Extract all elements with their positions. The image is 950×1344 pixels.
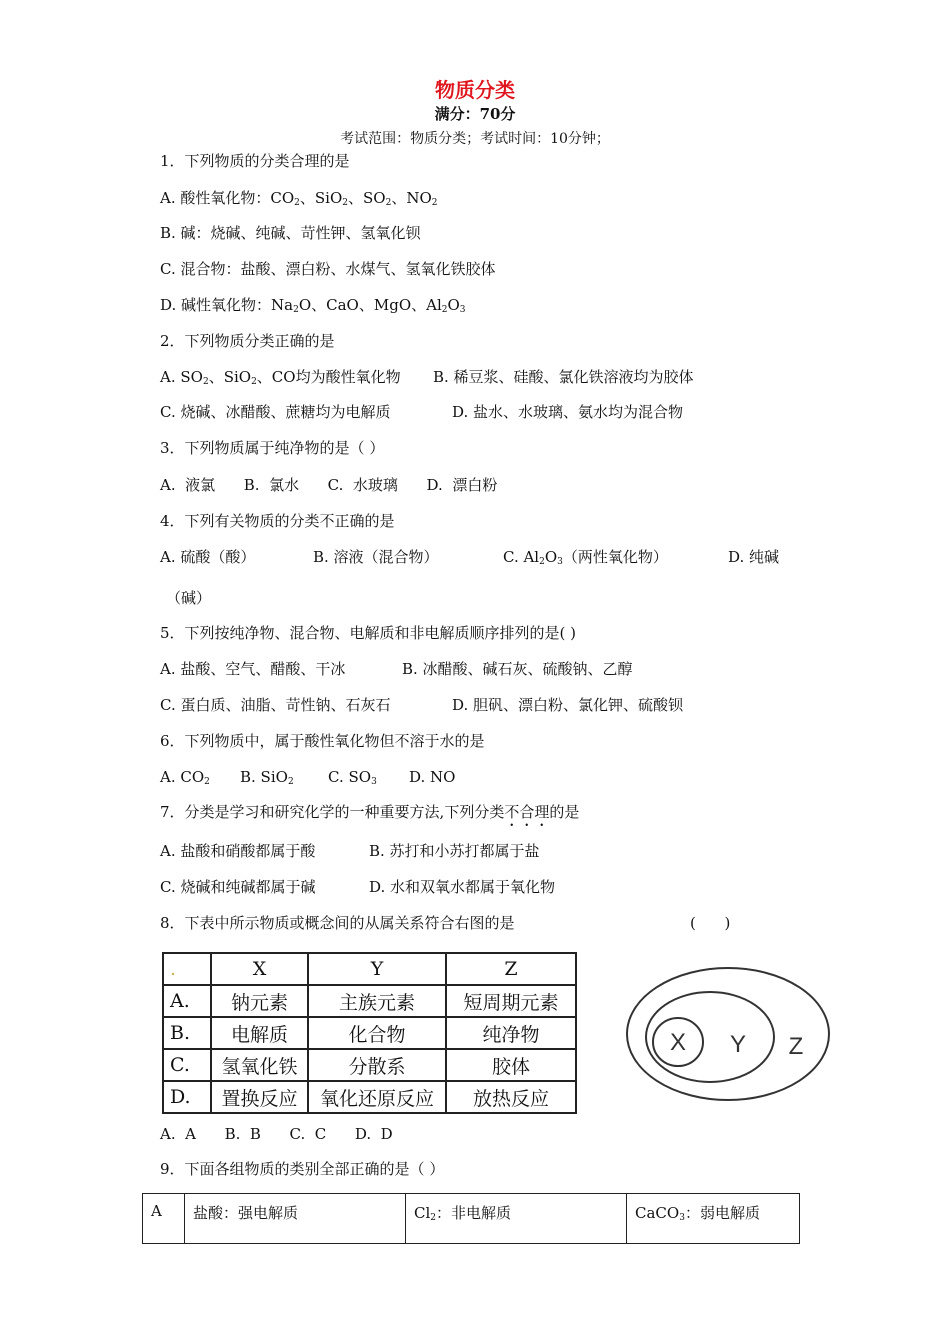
q1-option-c: C. 混合物：盐酸、漂白粉、水煤气、氢氧化铁胶体 [160,260,496,278]
subscript: 3 [679,1213,685,1223]
table-cell: 氢氧化铁 [211,1049,308,1081]
q7-stem-text: 的是 [549,803,580,821]
q5-option-d: D. 胆矾、漂白粉、氯化钾、硫酸钡 [452,696,684,714]
q2-option-c: C. 烧碱、冰醋酸、蔗糖均为电解质 [160,403,391,421]
q8-nested-ellipse-diagram [620,952,850,1117]
q8-stem: 8．下表中所示物质或概念间的从属关系符合右图的是 [160,914,515,932]
table-row [163,1017,576,1049]
ellipse-y [646,992,774,1082]
q6-a-text: A. CO [160,768,205,786]
table-cell: B. [163,1017,211,1049]
subscript: 2 [294,198,300,208]
q7-stem-text: 7．分类是学习和研究化学的一种重要方法,下列分类 [160,803,505,821]
subscript: 2 [287,777,294,787]
q5-option-a: A. 盐酸、空气、醋酸、干冰 [160,660,346,678]
exam-scope-line: 考试范围：物质分类；考试时间：10分钟； [340,131,610,147]
subscript: 3 [371,777,377,787]
table-cell: 胶体 [446,1049,576,1081]
q6-option-a [160,766,210,793]
table-header-cell: . [163,953,211,985]
q9-table [142,1193,800,1244]
table-cell: 钠元素 [211,985,308,1017]
q7-emphasis-text: 不合理 [504,803,550,821]
table-cell: C. [163,1049,211,1081]
subscript: 2 [430,1213,437,1223]
label-z: Z [788,1033,804,1060]
q4-stem: 4．下列有关物质的分类不正确的是 [160,512,395,530]
q2-a-text: A. SO [160,368,203,386]
q2-stem: 2．下列物质分类正确的是 [160,332,335,350]
q9-stem: 9．下面各组物质的类别全部正确的是（ ） [160,1160,445,1178]
q1-a-text: 、SiO [299,189,343,207]
table-row [143,1194,800,1244]
q6-c-text: C. SO [328,768,372,786]
q2-option-d: D. 盐水、水玻璃、氨水均为混合物 [452,403,684,421]
table-cell: A [143,1194,185,1244]
table-header-cell: Z [446,953,576,985]
q2-option-b: B. 稀豆浆、硅酸、氯化铁溶液均为胶体 [433,368,694,386]
subscript: 2 [385,198,392,208]
q1-a-text: A. 酸性氧化物：CO [160,189,295,207]
cell-text: Cl [414,1204,431,1222]
q4-c-text: C. Al [503,548,540,566]
subscript: 3 [459,305,466,315]
table-cell: D. [163,1081,211,1113]
q1-a-text: 、SO [348,189,386,207]
q4-option-a: A. 硫酸（酸） [160,548,256,566]
table-cell: 纯净物 [446,1017,576,1049]
table-cell: 盐酸：强电解质 [185,1194,406,1244]
table-cell [627,1194,800,1244]
q6-stem: 6．下列物质中，属于酸性氧化物但不溶于水的是 [160,732,485,750]
subscript: 2 [251,377,257,387]
q7-option-a: A. 盐酸和硝酸都属于酸 [160,842,316,860]
q6-option-d: D. NO [409,768,456,786]
label-y: Y [729,1031,747,1058]
q3-options: A. 液氯 B. 氯水 C. 水玻璃 D. 漂白粉 [160,476,498,494]
table-cell: 主族元素 [308,985,446,1017]
q1-a-text: 、NO [391,189,432,207]
q4-option-b: B. 溶液（混合物） [313,548,439,566]
subscript: 2 [204,777,210,787]
subscript: 2 [539,557,545,567]
subscript: 2 [441,305,448,315]
label-x: X [669,1029,687,1056]
table-cell: 化合物 [308,1017,446,1049]
subscript: 2 [293,305,299,315]
table-row [163,985,576,1017]
score-line: 满分：70分 [434,105,516,123]
q1-d-text: D. 碱性氧化物：Na [160,296,294,314]
table-cell: 放热反应 [446,1081,576,1113]
q5-option-c: C. 蛋白质、油脂、苛性钠、石灰石 [160,696,391,714]
q8-answer-paren: ( ) [690,914,731,932]
q2-a-text: 、SiO [208,368,252,386]
table-cell: 置换反应 [211,1081,308,1113]
subscript: 2 [342,198,348,208]
table-cell [406,1194,627,1244]
q5-stem: 5．下列按纯净物、混合物、电解质和非电解质顺序排列的是( ) [160,624,577,642]
table-cell: 短周期元素 [446,985,576,1017]
subscript: 2 [431,198,438,208]
subscript: 3 [557,557,563,567]
q8-table [162,952,577,1114]
table-cell: 分散系 [308,1049,446,1081]
q2-a-text: 、CO均为酸性氧化物 [256,368,401,386]
table-row [163,1049,576,1081]
q4-c-text: O [544,548,558,566]
q7-option-d: D. 水和双氧水都属于氧化物 [369,878,556,896]
q1-option-a [160,187,437,214]
cell-text: CaCO [635,1204,680,1222]
page-title: 物质分类 [435,78,515,102]
q8-options: A. A B. B C. C D. D [160,1125,393,1143]
q5-option-b: B. 冰醋酸、碱石灰、硫酸钠、乙醇 [402,660,633,678]
subscript: 2 [202,377,209,387]
q4-option-c [503,546,668,573]
q1-d-text: O [447,296,460,314]
q1-d-text: O、CaO、MgO、Al [298,296,442,314]
q4-c-text: （两性氧化物） [562,548,668,566]
q1-option-d [160,294,466,321]
q2-option-a [160,366,401,393]
table-cell: A. [163,985,211,1017]
cell-text: ：非电解质 [436,1204,512,1222]
q4-option-d-continued: （碱） [166,589,212,607]
q1-stem: 1．下列物质的分类合理的是 [160,152,350,170]
table-header-cell: X [211,953,308,985]
q1-option-b: B. 碱：烧碱、纯碱、苛性钾、氢氧化钡 [160,224,421,242]
q7-stem [160,801,579,830]
q4-option-d: D. 纯碱 [728,548,780,566]
cell-text: ：弱电解质 [684,1204,760,1222]
q6-option-b [240,766,294,793]
q6-b-text: B. SiO [240,768,288,786]
table-row [163,1081,576,1113]
table-header-cell: Y [308,953,446,985]
q3-stem: 3．下列物质属于纯净物的是（ ） [160,439,385,457]
table-header-row [163,953,576,985]
q7-option-b: B. 苏打和小苏打都属于盐 [369,842,540,860]
table-cell: 电解质 [211,1017,308,1049]
table-cell: 氧化还原反应 [308,1081,446,1113]
q7-option-c: C. 烧碱和纯碱都属于碱 [160,878,316,896]
q6-option-c [328,766,377,793]
